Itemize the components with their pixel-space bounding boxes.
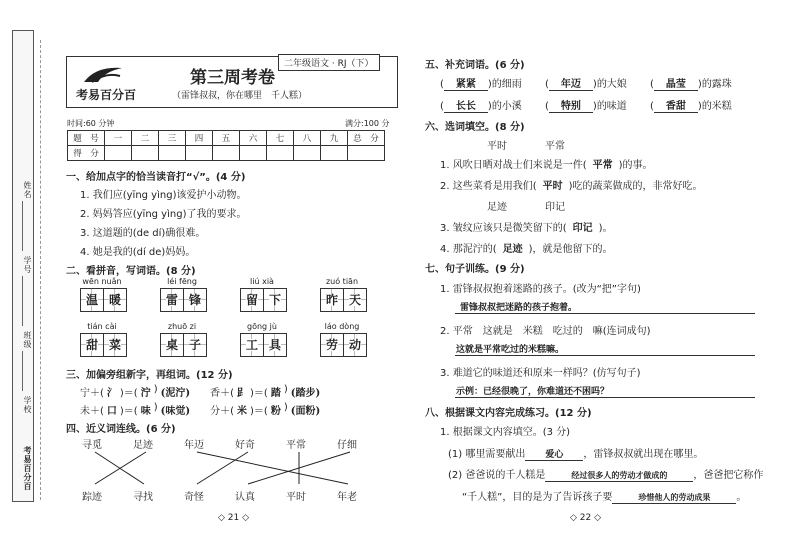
section-6-title: 六、选词填空。(8 分): [425, 122, 525, 133]
pinyin-label: láo dòng: [324, 322, 360, 331]
logo-icon: [82, 62, 124, 86]
score-header-cell: 一: [105, 131, 132, 146]
section-4-title: 四、近义词连线。(6 分): [66, 424, 176, 435]
score-cell[interactable]: [267, 146, 294, 161]
sec3-answer: (泥泞): [160, 388, 191, 399]
sec5-item: ( 年迈 )的大娘: [545, 75, 627, 91]
sec3-text: )＝(: [119, 406, 138, 417]
character-answer: 桌: [165, 338, 178, 352]
sec7-answer: 雷锋叔叔把迷路的孩子抱着。: [460, 303, 578, 313]
character-cell[interactable]: [263, 333, 287, 357]
syn-top-word: 好奇: [235, 440, 255, 451]
syn-bottom-word: 奇怪: [184, 492, 204, 503]
score-header-cell: 总 分: [348, 131, 385, 146]
answer-line: [455, 313, 755, 314]
character-cell[interactable]: [103, 333, 127, 357]
score-header-cell: 三: [159, 131, 186, 146]
character-cell[interactable]: [343, 288, 367, 312]
sec3-answer: 氵: [106, 388, 117, 399]
section-5-title: 五、补充词语。(6 分): [425, 60, 525, 71]
character-cell[interactable]: [240, 333, 264, 357]
score-header-cell: 六: [240, 131, 267, 146]
character-box: [240, 288, 286, 312]
sec3-text: ): [283, 402, 288, 413]
character-answer: 具: [268, 338, 281, 352]
logo-text: 考易百分百: [76, 88, 137, 102]
score-cell[interactable]: [348, 146, 385, 161]
pinyin-label: wēn nuǎn: [82, 277, 122, 286]
syn-top-word: 寻觅: [82, 440, 102, 451]
sec3-answer: 米: [237, 406, 247, 417]
score-cell[interactable]: [321, 146, 348, 161]
pinyin-label: tián cài: [87, 322, 117, 331]
sec7-question: 1. 雷锋叔叔抱着迷路的孩子。(改为“把”字句): [440, 284, 641, 295]
sec6-sentence: 1. 风吹日晒对战士们来说是一件( 平常 )的事。: [440, 160, 653, 171]
name-label: 姓名: [23, 181, 32, 199]
character-answer: 昨: [325, 293, 338, 307]
pinyin-label: liú xià: [250, 277, 274, 286]
sec7-answer: 示例：已经很晚了，你难道还不困吗？: [456, 387, 610, 397]
character-cell[interactable]: [263, 288, 287, 312]
sec3-text: ): [153, 384, 158, 395]
score-header-cell: 九: [321, 131, 348, 146]
answer-line: [455, 355, 755, 356]
sec8-fill: “千人糕”，目的是为了告诉孩子要 珍惜他人的劳动成果 。: [462, 492, 747, 503]
character-cell[interactable]: [183, 288, 207, 312]
character-box: [80, 288, 126, 312]
sec3-answer: 泞: [140, 388, 151, 399]
sec1-item: 4. 她是我的(dí de)妈妈。: [80, 247, 196, 258]
score-header-cell: 七: [267, 131, 294, 146]
character-answer: 子: [188, 338, 201, 352]
binding-strip: [12, 30, 34, 502]
score-header-cell: 四: [186, 131, 213, 146]
character-answer: 动: [348, 338, 361, 352]
character-cell[interactable]: [183, 333, 207, 357]
score-cell[interactable]: [240, 146, 267, 161]
character-answer: 留: [245, 293, 258, 307]
syn-top-word: 仔细: [337, 440, 357, 451]
sec3-text: 分＋(: [210, 406, 234, 417]
cut-line: [40, 40, 41, 500]
sec3-text: 香＋(: [210, 388, 234, 399]
score-cell[interactable]: [186, 146, 213, 161]
section-3-title: 三、加偏旁组新字，再组词。(12 分): [66, 370, 233, 381]
sec6-sentence: 3. 皱纹应该只是微笑留下的( 印记 )。: [440, 223, 613, 234]
score-row-label: 得 分: [68, 146, 105, 161]
sec1-item: 2. 妈妈答应(yīng yìng)了我的要求。: [80, 209, 247, 220]
section-1-title: 一、给加点字的恰当读音打“√”。(4 分): [66, 172, 246, 183]
sec5-item: ( 紧紧 )的细雨: [440, 75, 522, 91]
sec8-fill: (2) 爸爸说的千人糕是 经过很多人的劳动才做成的 ，爸爸把它称作: [448, 470, 764, 481]
pinyin-label: gōng jù: [247, 322, 277, 331]
sec7-question: 3. 难道它的味道还和原来一样吗？(仿写句子): [440, 368, 641, 379]
character-answer: 锋: [188, 293, 201, 307]
page-number-right: ◇ 22 ◇: [570, 513, 602, 523]
sec6-sentence: 4. 那泥泞的( 足迹 )，就是他留下的。: [440, 244, 613, 255]
sec7-question: 2. 平常 这就是 米糕 吃过的 嘛(连词成句): [440, 326, 651, 337]
class-label: 班级: [23, 331, 32, 349]
page-title: 第三周考卷: [190, 68, 275, 88]
lesson-subtitle: （雷锋叔叔，你在哪里 千人糕）: [172, 91, 308, 101]
sec3-text: 宁＋(: [80, 388, 104, 399]
time-limit: 时间:60 分钟: [67, 119, 115, 128]
character-box: [160, 333, 206, 357]
score-cell[interactable]: [132, 146, 159, 161]
binding-brand: 考易百分百: [23, 446, 32, 491]
sec5-item: ( 特别 )的味道: [545, 97, 627, 113]
sec3-text: ): [153, 402, 158, 413]
answer-line: [455, 397, 755, 398]
word-choice: 印记: [545, 202, 565, 213]
sec5-item: ( 长长 )的小溪: [440, 97, 522, 113]
sec8-question: 1. 根据课文内容填空。(3 分): [440, 427, 571, 438]
sec3-text: )＝(: [250, 388, 268, 399]
sec3-text: )＝(: [119, 388, 138, 399]
sec3-text: )＝(: [250, 406, 268, 417]
syn-top-word: 足迹: [133, 440, 153, 451]
syn-bottom-word: 认真: [235, 492, 255, 503]
character-cell[interactable]: [160, 288, 184, 312]
character-box: [320, 288, 366, 312]
syn-bottom-word: 年老: [337, 492, 357, 503]
character-answer: 劳: [325, 338, 338, 352]
syn-bottom-word: 寻找: [133, 492, 153, 503]
character-answer: 雷: [165, 293, 178, 307]
section-2-title: 二、看拼音，写词语。(8 分): [66, 266, 196, 277]
score-header-cell: 五: [213, 131, 240, 146]
character-answer: 暖: [108, 293, 121, 307]
character-cell[interactable]: [320, 288, 344, 312]
score-header-cell: 二: [132, 131, 159, 146]
sec3-row-2: [80, 402, 320, 417]
character-box: [320, 333, 366, 357]
character-cell[interactable]: [103, 288, 127, 312]
sec3-answer: 踏: [270, 388, 281, 399]
character-answer: 天: [348, 293, 361, 307]
syn-top-word: 年迈: [184, 440, 204, 451]
pinyin-label: zuó tiān: [325, 277, 359, 286]
sec3-text: 未＋(: [80, 406, 104, 417]
grade-tag: 二年级语文 · RJ（下）: [278, 54, 380, 71]
sec7-answer: 这就是平常吃过的米糕嘛。: [456, 345, 565, 355]
score-cell[interactable]: [159, 146, 186, 161]
score-cell[interactable]: [213, 146, 240, 161]
sec1-item: 1. 我们应(yīng yìng)该爱护小动物。: [80, 190, 247, 201]
sec1-item: 3. 这道题的(de dí)确很难。: [80, 228, 206, 239]
page-number-left: ◇ 21 ◇: [218, 513, 250, 523]
character-answer: 工: [245, 338, 258, 352]
character-box: [240, 333, 286, 357]
sec5-item: ( 香甜 )的米糕: [650, 97, 732, 113]
student-id-label: 学号: [23, 256, 32, 274]
sec3-answer: (踏步): [290, 388, 321, 399]
score-cell[interactable]: [294, 146, 321, 161]
character-cell[interactable]: [320, 333, 344, 357]
syn-bottom-word: 踪迹: [82, 492, 102, 503]
score-cell[interactable]: [105, 146, 132, 161]
character-answer: 下: [268, 293, 281, 307]
sec3-answer: 𧾷: [237, 388, 247, 399]
sec3-answer: 粉: [270, 406, 281, 417]
syn-bottom-word: 平时: [286, 492, 306, 503]
character-cell[interactable]: [240, 288, 264, 312]
score-header-cell: 题 号: [68, 131, 105, 146]
sec3-text: ): [283, 384, 288, 395]
character-cell[interactable]: [160, 333, 184, 357]
section-7-title: 七、句子训练。(9 分): [425, 264, 525, 275]
character-cell[interactable]: [80, 288, 104, 312]
sec8-fill: (1) 哪里需要献出 爱心 ，雷锋叔叔就出现在哪里。: [448, 449, 704, 460]
pinyin-label: léi fēng: [167, 277, 197, 286]
sec3-answer: 口: [106, 406, 117, 417]
character-answer: 温: [85, 293, 98, 307]
score-header-cell: 八: [294, 131, 321, 146]
sec3-row-1: [80, 384, 320, 399]
character-box: [80, 333, 126, 357]
syn-top-word: 平常: [286, 440, 306, 451]
synonym-link-lines: [60, 450, 400, 486]
character-cell[interactable]: [80, 333, 104, 357]
section-8-title: 八、根据课文内容完成练习。(12 分): [425, 408, 592, 419]
school-label: 学校: [23, 396, 32, 414]
character-answer: 菜: [108, 338, 121, 352]
character-box: [160, 288, 206, 312]
sec5-item: ( 晶莹 )的露珠: [650, 75, 732, 91]
sec6-sentence: 2. 这些菜肴是用我们( 平时 )吃的蔬菜做成的，非常好吃。: [440, 181, 703, 192]
sec3-answer: (味觉): [160, 406, 191, 417]
character-cell[interactable]: [343, 333, 367, 357]
pinyin-label: zhuō zi: [167, 322, 197, 331]
word-choice: 平时: [487, 141, 507, 152]
score-table: [67, 130, 385, 161]
character-answer: 甜: [85, 338, 98, 352]
word-choice: 足迹: [487, 202, 507, 213]
full-mark: 满分:100 分: [345, 119, 390, 128]
sec3-answer: 味: [140, 406, 151, 417]
sec3-answer: (面粉): [290, 406, 321, 417]
word-choice: 平常: [545, 141, 565, 152]
